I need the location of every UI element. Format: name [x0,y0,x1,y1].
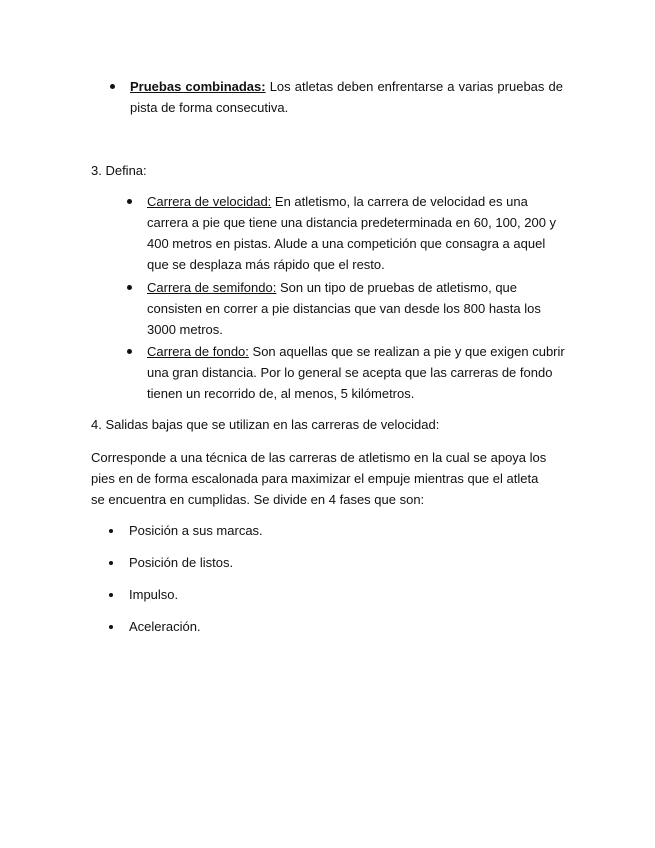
section-4-paragraph: Corresponde a una técnica de las carreras de atletismo en la cual se apoya los pies en de forma escalonada para maximizar el empuje mientras que el atleta se encuentra en cumplidas. Se divide en 4 fases que son: [91,450,547,507]
list-item-long-distance [147,341,565,404]
definition-text: Son un tipo de pruebas de atletismo, que consisten en correr a pie distancias que van desde los 800 hasta los 3000 metros. [147,280,541,337]
bullet-icon [109,529,113,533]
bullet-icon [109,625,113,629]
list-item-middle-distance [147,277,565,340]
list-item-phase: Aceleración. [129,616,201,637]
section-4-heading: 4. Salidas bajas que se utilizan en las carreras de velocidad: [91,417,440,432]
term-label: Carrera de semifondo: [147,280,277,295]
definition-text: Los atletas deben enfrentarse a varias pruebas de pista de forma consecutiva. [130,79,563,115]
definition-text: En atletismo, la carrera de velocidad es una carrera a pie que tiene una distancia predeterminada en 60, 100, 200 y 400 metros en pistas. Alude a una competición que consagra a aquel que se desplaza más rápido que el resto. [147,194,557,272]
definition-text: Son aquellas que se realizan a pie y que exigen cubrir una gran distancia. Por lo general se acepta que las carreras de fondo tienen un recorrido de, al menos, 5 kilómetros. [147,344,565,401]
term-label: Carrera de velocidad: [147,194,272,209]
term-label: Carrera de fondo: [147,344,249,359]
bullet-icon [127,285,132,290]
bullet-icon [127,199,132,204]
list-item-combined-events [130,76,563,118]
list-item-phase: Posición de listos. [129,552,233,573]
list-item-phase: Impulso. [129,584,178,605]
bullet-icon [109,593,113,597]
list-item-phase: Posición a sus marcas. [129,520,263,541]
section-3-heading: 3. Defina: [91,163,147,178]
bullet-icon [109,561,113,565]
term-label: Pruebas combinadas: [130,79,266,94]
bullet-icon [127,349,132,354]
list-item-sprint [147,191,565,275]
bullet-icon [110,84,115,89]
